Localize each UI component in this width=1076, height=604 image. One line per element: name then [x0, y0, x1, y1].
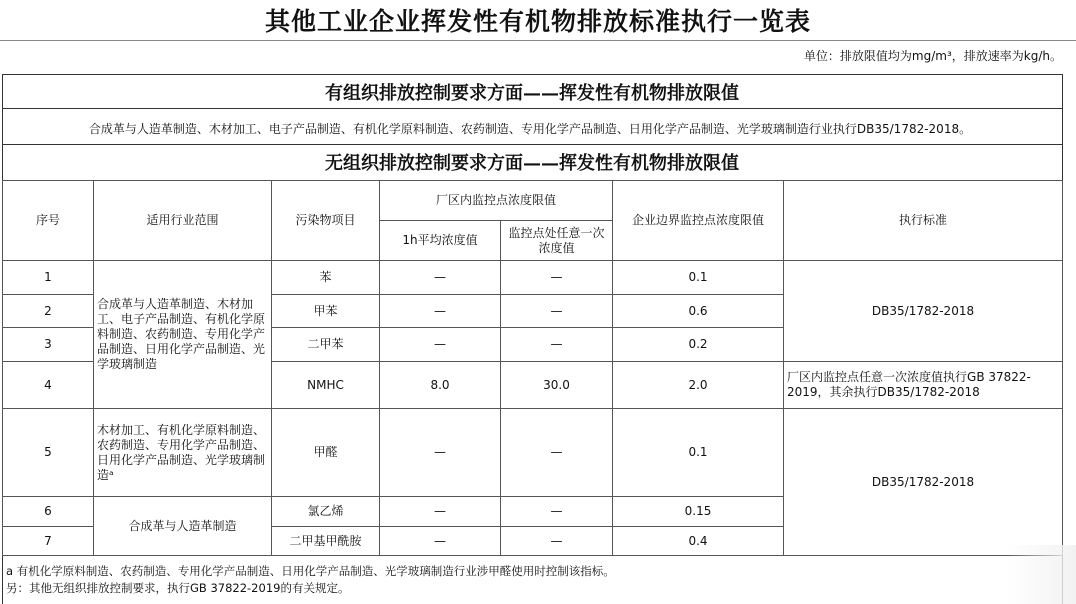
header-avg-1h: 1h平均浓度值: [380, 221, 501, 261]
avg-cell: —: [380, 527, 501, 556]
boundary-cell: 0.6: [613, 295, 784, 328]
avg-cell: —: [380, 328, 501, 362]
page-title: 其他工业企业挥发性有机物排放标准执行一览表: [264, 7, 811, 36]
row-no: 6: [3, 497, 94, 527]
avg-cell: —: [380, 409, 501, 497]
header-industry: 适用行业范围: [94, 181, 272, 261]
avg-cell: —: [380, 261, 501, 295]
header-boundary: 企业边界监控点浓度限值: [613, 181, 784, 261]
industry-group-cell: 木材加工、有机化学原料制造、农药制造、专用化学产品制造、日用化学产品制造、光学玻璃制造ᵃ: [94, 409, 272, 497]
pollutant-cell: 二甲苯: [272, 328, 380, 362]
row-no: 7: [3, 527, 94, 556]
pollutant-cell: 二甲基甲酰胺: [272, 527, 380, 556]
table-row: [3, 409, 1063, 497]
header-any-once: 监控点处任意一次浓度值: [501, 221, 613, 261]
unit-note: 单位：排放限值均为mg/m³，排放速率为kg/h。: [803, 49, 1062, 63]
any-once-cell: —: [501, 295, 613, 328]
edge-shade: [1006, 545, 1076, 604]
row-no: 5: [3, 409, 94, 497]
any-once-cell: —: [501, 497, 613, 527]
any-once-cell: —: [501, 328, 613, 362]
industry-group-cell: 合成革与人造革制造、木材加工、电子产品制造、有机化学原料制造、农药制造、专用化学产品制造、日用化学产品制造、光学玻璃制造: [94, 261, 272, 409]
limits-table: [2, 180, 1063, 556]
standard-cell: DB35/1782-2018: [784, 409, 1063, 556]
pollutant-cell: NMHC: [272, 362, 380, 409]
table-row: [3, 261, 1063, 295]
standard-cell: DB35/1782-2018: [784, 261, 1063, 362]
any-once-cell: —: [501, 261, 613, 295]
header-plant-group: 厂区内监控点浓度限值: [380, 181, 613, 221]
industry-group-cell: 合成革与人造革制造: [94, 497, 272, 556]
organized-text: 合成革与人造革制造、木材加工、电子产品制造、有机化学原料制造、农药制造、专用化学产品制造、日用化学产品制造、光学玻璃制造行业执行DB35/1782-2018。: [88, 122, 972, 136]
pollutant-cell: 氯乙烯: [272, 497, 380, 527]
frame-line: [2, 108, 1062, 109]
row-no: 3: [3, 328, 94, 362]
unorganized-heading: 无组织排放控制要求方面——挥发性有机物排放限值: [325, 153, 739, 174]
table-header-row: [3, 181, 1063, 221]
boundary-cell: 0.4: [613, 527, 784, 556]
boundary-cell: 2.0: [613, 362, 784, 409]
boundary-cell: 0.15: [613, 497, 784, 527]
any-once-cell: 30.0: [501, 362, 613, 409]
header-standard: 执行标准: [784, 181, 1063, 261]
avg-cell: —: [380, 295, 501, 328]
row-no: 1: [3, 261, 94, 295]
pollutant-cell: 甲醛: [272, 409, 380, 497]
header-no: 序号: [3, 181, 94, 261]
boundary-cell: 0.2: [613, 328, 784, 362]
row-no: 2: [3, 295, 94, 328]
pollutant-cell: 苯: [272, 261, 380, 295]
standard-cell: 厂区内监控点任意一次浓度值执行GB 37822-2019，其余执行DB35/1782-2018: [784, 362, 1063, 409]
row-no: 4: [3, 362, 94, 409]
any-once-cell: —: [501, 409, 613, 497]
divider: [0, 40, 1076, 41]
organized-heading: 有组织排放控制要求方面——挥发性有机物排放限值: [325, 83, 739, 104]
pollutant-cell: 甲苯: [272, 295, 380, 328]
avg-cell: —: [380, 497, 501, 527]
header-pollutant: 污染物项目: [272, 181, 380, 261]
avg-cell: 8.0: [380, 362, 501, 409]
any-once-cell: —: [501, 527, 613, 556]
footnote-a: a 有机化学原料制造、农药制造、专用化学产品制造、日用化学产品制造、光学玻璃制造行业涉甲醛使用时控制该指标。: [6, 564, 615, 578]
footnote-other: 另：其他无组织排放控制要求，执行GB 37822-2019的有关规定。: [6, 581, 350, 595]
boundary-cell: 0.1: [613, 409, 784, 497]
boundary-cell: 0.1: [613, 261, 784, 295]
